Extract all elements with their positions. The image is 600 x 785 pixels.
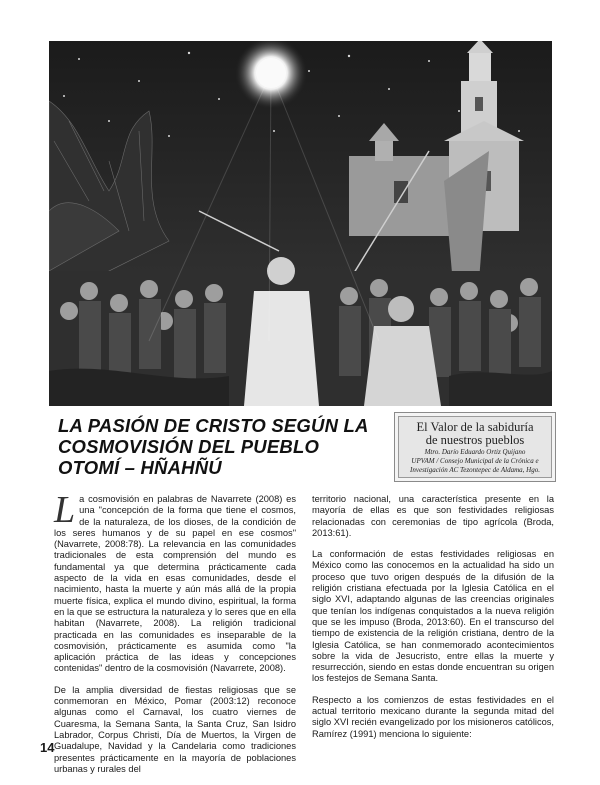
plaque-affiliation-1: UPVAM / Consejo Municipal de la Crónica e [411,457,539,465]
plaque-line-1: El Valor de la sabiduría [416,420,534,434]
night-procession-painting [49,41,552,406]
plaque-affiliation-2: Investigación AC Tezontepec de Aldama, Hgo. [410,466,540,474]
article-title-line-3: OTOMÍ – HÑAHÑÚ [58,457,222,478]
article-title-line-2: COSMOVISIÓN DEL PUEBLO [58,436,320,457]
article-title-line-1: LA PASIÓN DE CRISTO SEGÚN LA [58,415,369,436]
right-column [312,494,554,750]
christ-figure [244,291,319,406]
series-plaque [394,412,556,482]
left-paragraph-1 [54,489,296,675]
drop-cap: L [54,489,76,531]
page-number: 14 [40,740,55,755]
painting-artwork [49,41,552,406]
left-paragraph-2: De la amplia diversidad de fiestas religiosas que se conmemoran en México, Pomar (2003:12) reconoce algunas como el Carnaval, los cuatro viernes de Cuaresma, la Semana Santa, la Santa Cruz, San Isidro Labrador, Corpus Christi, Día de Muertos, la Virgen de Guadalupe, Navidad y la Candelaria como tradiciones presentes prácticamente en la mayoría de poblaciones urbanas y rurales del [54,684,296,774]
right-paragraph-1: territorio nacional, una característica presente en la mayoría de ellas es que son festividades religiosas relacionadas con ceremonias de tipo agrícola (Broda, 2013:61). [312,494,554,538]
plaque-author: Mtro. Darío Eduardo Ortiz Quijano [424,448,526,456]
right-paragraph-2: La conformación de estas festividades religiosas en México como las conocemos en la actualidad ha sido un proceso que tuvo origen después de la difusión de la religión cristiana efectuada por la Iglesia Católica en el siglo XVI, adaptando algunas de las creencias originales que tenían los indígenas conquistados a la nueva religión que se les impuso (Broda, 2013:60). En el transcurso del tiempo de existencia de la religión cristiana, dentro de la Iglesia Católica, se han conmemorado acontecimientos sobre la vida de Jesucristo, entre ellas la muerte y resurrección, siendo en estas donde encuentran su origen los festejos de Semana Santa. [312,549,554,684]
crowd [49,257,552,406]
left-paragraph-1-text: a cosmovisión en palabras de Navarrete (2008) es una "concepción de la forma que tiene el cosmos, de la naturaleza, de los dioses, de la condición de los seres humanos y de su papel en ese cosmos" (Navarrete, 2008:78). La relevancia en las comunidades tradicionales de esta comprensión del mundo es fundamental ya que determina prácticamente cada aspecto de la vida en esas comunidades, desde el nacimiento, hasta la muerte y aún más allá de la propia muerte física, explica el mundo divino, espiritual, la forma en la que se estructura la naturaleza y lo seres que en ella habitan (Navarrete, 2008). La religión tradicional practicada en las comunidades es inseparable de la cosmovisión, prácticamente es asumida como "la aplicación práctica de las ideas y concepciones contenidas" dentro de la cosmovisión (Navarrete, 2008). [54,494,296,674]
right-paragraph-3: Respecto a los comienzos de estas festividades en el actual territorio mexicano durante la segunda mitad del siglo XVI recién evangelizado por los misioneros católicos, Ramírez (1991) menciona lo siguiente: [312,694,554,739]
left-column [54,489,296,785]
article-title [58,415,388,478]
plaque-line-2: de nuestros pueblos [425,433,525,447]
